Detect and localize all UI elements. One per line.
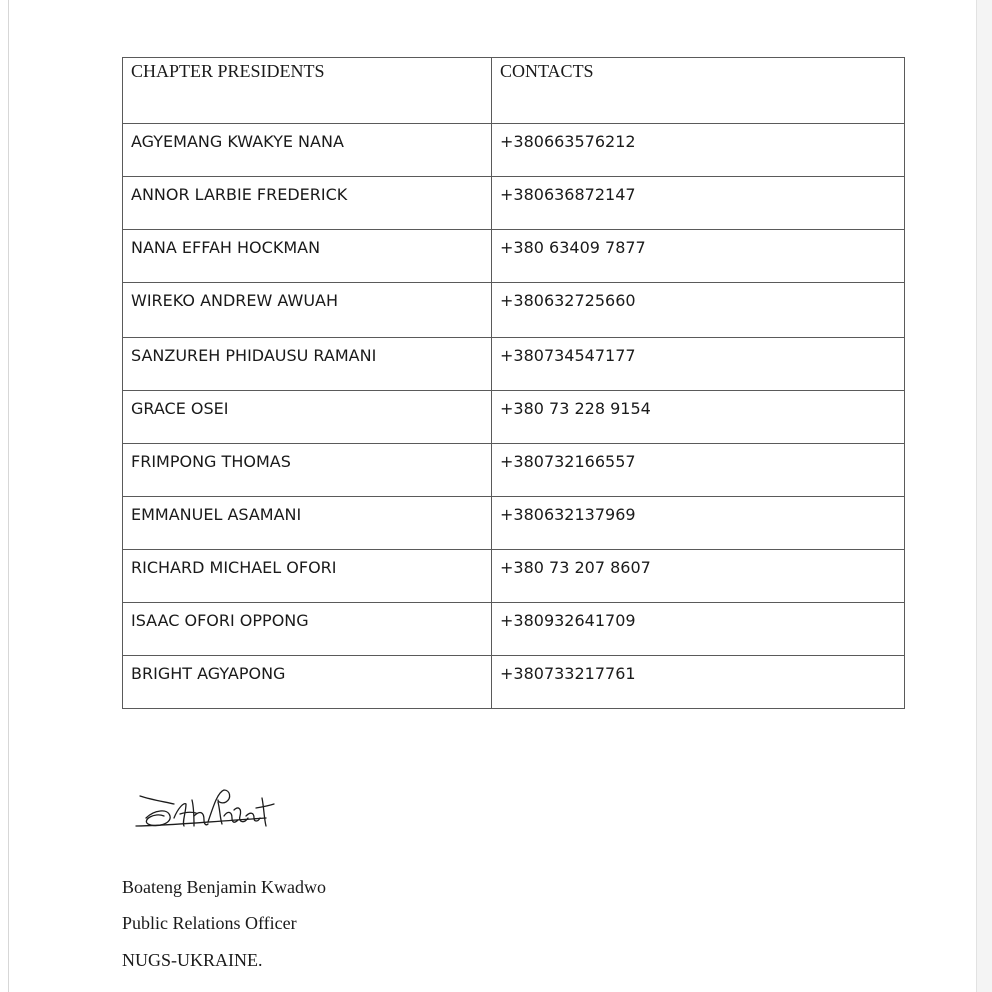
table-row <box>123 603 905 656</box>
president-contact: +380 63409 7877 <box>492 230 905 283</box>
president-contact: +380 73 207 8607 <box>492 550 905 603</box>
president-contact: +380732166557 <box>492 444 905 497</box>
table-row <box>123 338 905 391</box>
president-name: WIREKO ANDREW AWUAH <box>123 283 492 338</box>
president-name: GRACE OSEI <box>123 391 492 444</box>
president-name: SANZUREH PHIDAUSU RAMANI <box>123 338 492 391</box>
header-chapter-presidents: CHAPTER PRESIDENTS <box>123 58 492 124</box>
president-contact: +380 73 228 9154 <box>492 391 905 444</box>
page-left-edge <box>8 0 9 992</box>
signatory-name: Boateng Benjamin Kwadwo <box>122 877 326 897</box>
table-row <box>123 497 905 550</box>
president-contact: +380663576212 <box>492 124 905 177</box>
table-row <box>123 391 905 444</box>
president-name: ISAAC OFORI OPPONG <box>123 603 492 656</box>
president-name: NANA EFFAH HOCKMAN <box>123 230 492 283</box>
president-name: RICHARD MICHAEL OFORI <box>123 550 492 603</box>
chapter-presidents-table <box>122 57 905 709</box>
table-row <box>123 444 905 497</box>
table-row <box>123 656 905 709</box>
president-contact: +380734547177 <box>492 338 905 391</box>
table-row <box>123 550 905 603</box>
president-name: BRIGHT AGYAPONG <box>123 656 492 709</box>
table-header-row <box>123 58 905 124</box>
president-name: ANNOR LARBIE FREDERICK <box>123 177 492 230</box>
president-contact: +380632725660 <box>492 283 905 338</box>
president-contact: +380632137969 <box>492 497 905 550</box>
handwritten-signature <box>134 782 284 842</box>
table-row <box>123 124 905 177</box>
table-row <box>123 177 905 230</box>
signatory-role: Public Relations Officer <box>122 913 297 933</box>
header-contacts: CONTACTS <box>492 58 905 124</box>
president-name: EMMANUEL ASAMANI <box>123 497 492 550</box>
president-contact: +380932641709 <box>492 603 905 656</box>
table-row <box>123 230 905 283</box>
table-row <box>123 283 905 338</box>
page-right-margin <box>976 0 992 992</box>
president-contact: +380733217761 <box>492 656 905 709</box>
president-name: AGYEMANG KWAKYE NANA <box>123 124 492 177</box>
signatory-organization: NUGS-UKRAINE. <box>122 950 263 970</box>
president-contact: +380636872147 <box>492 177 905 230</box>
president-name: FRIMPONG THOMAS <box>123 444 492 497</box>
